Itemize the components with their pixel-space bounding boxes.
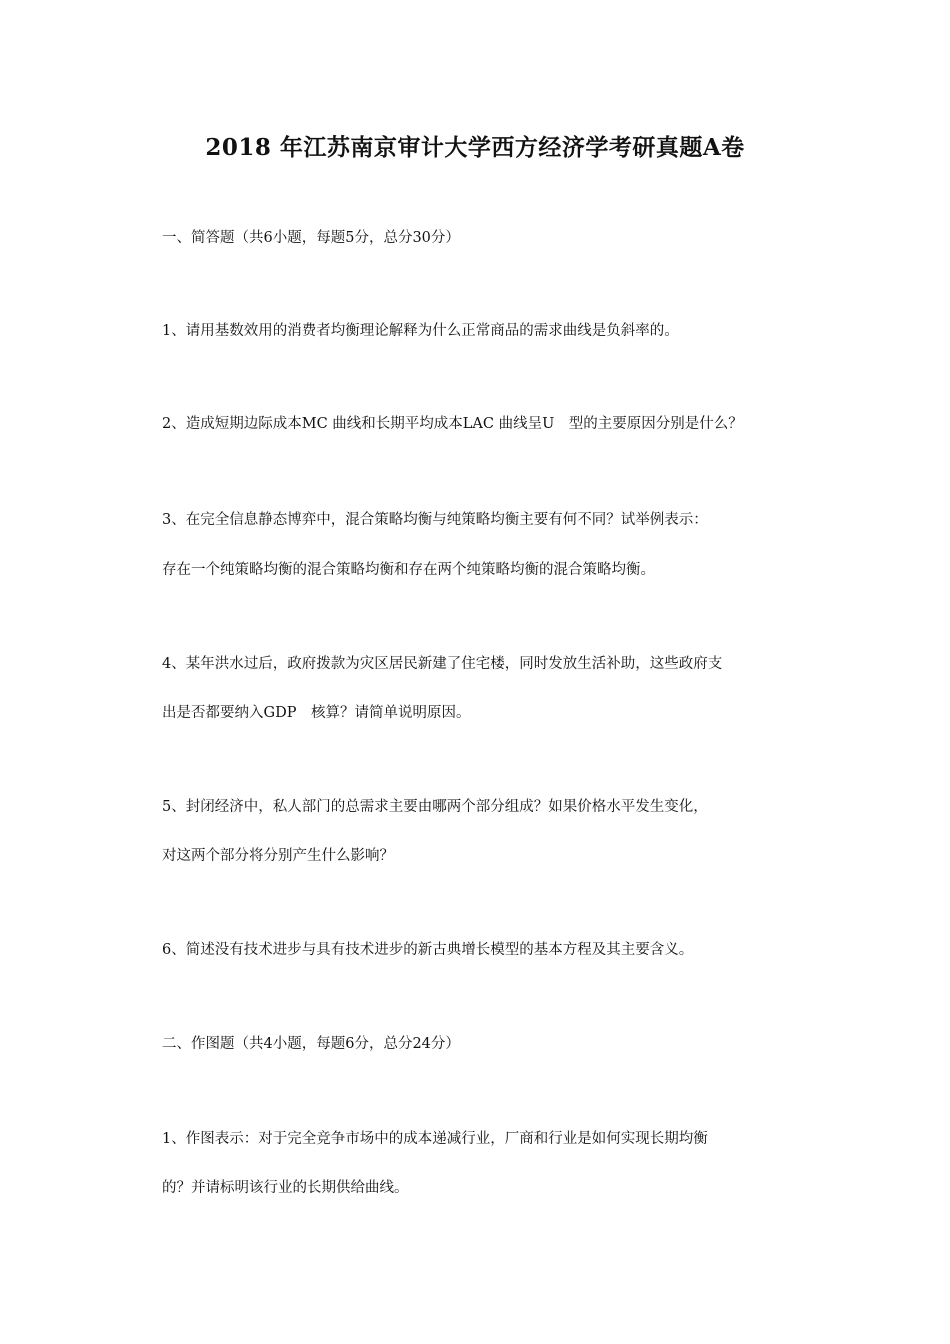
question-1-6: 6、简述没有技术进步与具有技术进步的新古典增长模型的基本方程及其主要含义。 xyxy=(162,942,694,958)
question-1-3-line2: 存在一个纯策略均衡的混合策略均衡和存在两个纯策略均衡的混合策略均衡。 xyxy=(162,562,655,578)
question-2-1-line2: 的？并请标明该行业的长期供给曲线。 xyxy=(162,1180,409,1196)
question-1-5-line1: 5、封闭经济中，私人部门的总需求主要由哪两个部分组成？如果价格水平发生变化， xyxy=(162,799,708,815)
question-1-5-line2: 对这两个部分将分别产生什么影响？ xyxy=(162,848,394,864)
question-1-4-line2: 出是否都要纳入GDP 核算？请简单说明原因。 xyxy=(162,705,471,721)
question-1-1: 1、请用基数效用的消费者均衡理论解释为什么正常商品的需求曲线是负斜率的。 xyxy=(162,323,679,339)
question-1-3-line1: 3、在完全信息静态博弈中，混合策略均衡与纯策略均衡主要有何不同？试举例表示： xyxy=(162,512,708,528)
question-1-4-line1: 4、某年洪水过后，政府拨款为灾区居民新建了住宅楼，同时发放生活补助，这些政府支 xyxy=(162,656,723,672)
section1-heading: 一、简答题（共6小题，每题5分，总分30分） xyxy=(162,230,460,246)
document-title: 2018 年江苏南京审计大学西方经济学考研真题A卷 xyxy=(205,134,745,161)
question-1-2: 2、造成短期边际成本MC 曲线和长期平均成本LAC 曲线呈U 型的主要原因分别是什么？ xyxy=(162,416,743,432)
section2-heading: 二、作图题（共4小题，每题6分，总分24分） xyxy=(162,1036,460,1052)
question-2-1-line1: 1、作图表示：对于完全竞争市场中的成本递减行业，厂商和行业是如何实现长期均衡 xyxy=(162,1131,708,1147)
